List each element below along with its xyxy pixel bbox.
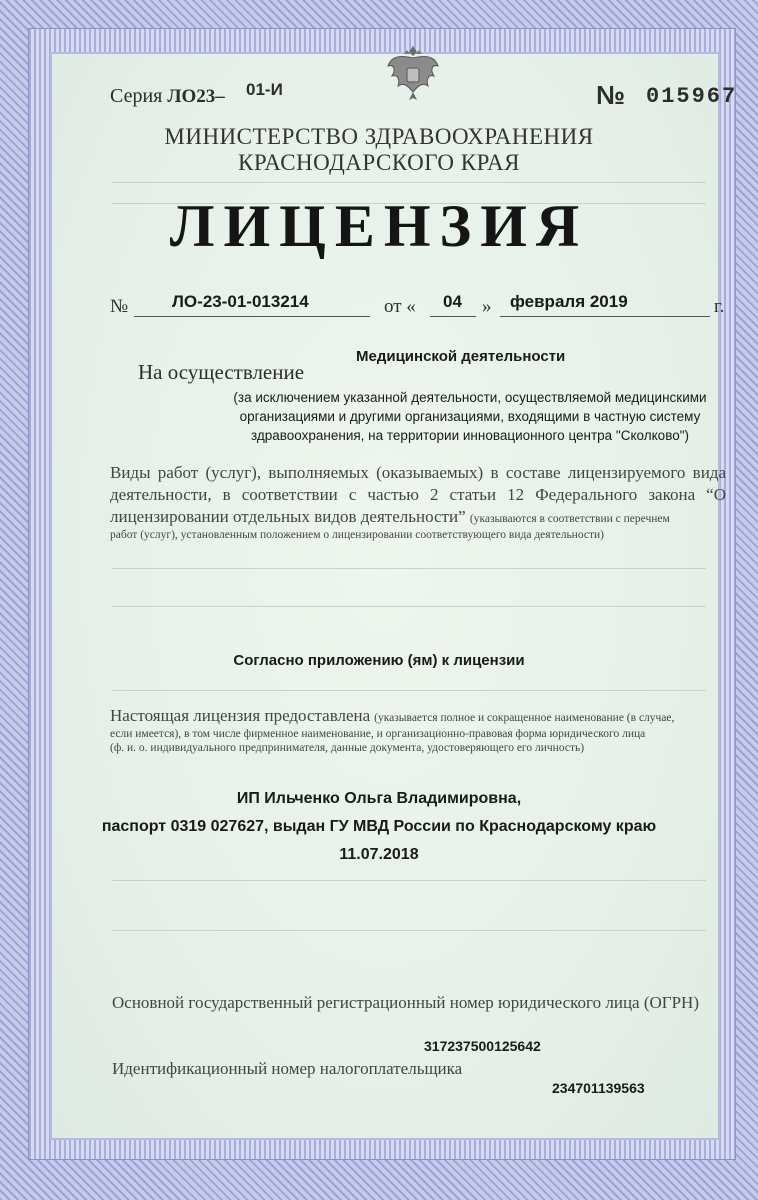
- licensee-note-1: (указывается полное и сокращенное наименование (в случае,: [374, 712, 675, 724]
- license-number-underline: [134, 316, 370, 317]
- activity-label: На осуществление: [138, 360, 305, 384]
- license-day: 04: [443, 292, 462, 311]
- licensee-passport: паспорт 0319 027627, выдан ГУ МВД России по Краснодарскому краю: [101, 818, 657, 835]
- date-quote-close: »: [482, 296, 492, 317]
- background-line: [112, 880, 706, 881]
- license-number-sign: №: [110, 296, 129, 317]
- ogrn-label: Основной государственный регистрационный номер юридического лица (ОГРН): [112, 993, 699, 1012]
- licensee-note-2: если имеется), в том числе фирменное наименование, и организационно-правовая форма юридического лица: [110, 728, 646, 740]
- licensee-section: [110, 705, 732, 755]
- licensee-note-3: (ф. и. о. индивидуального предпринимателя, данные документа, удостоверяющего его личность): [110, 742, 585, 754]
- works-line-1: Виды работ (услуг), выполняемых (оказываемых) в составе лицензируемого вида: [110, 463, 726, 482]
- series-label-row: [110, 85, 225, 108]
- works-description: [110, 462, 726, 542]
- licensee-name: ИП Ильченко Ольга Владимировна,: [236, 790, 522, 807]
- works-value: Согласно приложению (ям) к лицензии: [233, 652, 525, 669]
- month-underline: [500, 316, 710, 317]
- works-note-2: работ (услуг), установленным положением о лицензировании соответствующего вида деятельности): [110, 529, 604, 541]
- background-line: [112, 182, 706, 183]
- background-line: [112, 568, 706, 569]
- activity-name: Медицинской деятельности: [356, 348, 566, 365]
- activity-exclusion: [196, 388, 744, 445]
- exclusion-line-3: здравоохранения, на территории инновационного центра "Сколково"): [250, 428, 690, 443]
- license-number: ЛО-23-01-013214: [172, 292, 309, 311]
- year-suffix: г.: [714, 296, 725, 317]
- form-number: 015967: [646, 84, 738, 109]
- series-label: Серия: [110, 85, 163, 107]
- inn-value: 234701139563: [552, 1080, 645, 1096]
- series-number: 01-И: [246, 80, 283, 99]
- license-month-year: февраля 2019: [510, 292, 628, 311]
- exclusion-line-1: (за исключением указанной деятельности, осуществляемой медицинскими: [233, 390, 707, 405]
- background-line: [112, 606, 706, 607]
- works-line-3: [110, 506, 726, 528]
- ministry-line-1: МИНИСТЕРСТВО ЗДРАВООХРАНЕНИЯ: [164, 124, 594, 149]
- document-title: ЛИЦЕНЗИЯ: [169, 193, 589, 259]
- inn-label: Идентификационный номер налогоплательщика: [112, 1059, 463, 1078]
- series-code: ЛО23–: [167, 86, 225, 107]
- works-law-name: лицензировании отдельных видов деятельности”: [110, 507, 466, 526]
- licensee-label: Настоящая лицензия предоставлена: [110, 706, 371, 725]
- works-line-2: деятельности, в соответствии с частью 2 статьи 12 Федерального закона “О: [110, 485, 726, 504]
- licensee-line-1: [110, 705, 732, 727]
- ogrn-value: 317237500125642: [424, 1038, 541, 1054]
- coat-of-arms-icon: [384, 40, 442, 106]
- background-line: [112, 690, 706, 691]
- exclusion-line-2: организациями и другими организациями, входящими в частную систему: [239, 409, 701, 424]
- background-line: [112, 930, 706, 931]
- works-note-1: (указываются в соответствии с перечнем: [469, 513, 670, 525]
- ministry-line-2: КРАСНОДАРСКОГО КРАЯ: [238, 150, 520, 175]
- licensee-passport-date: 11.07.2018: [339, 846, 419, 863]
- date-from-label: от «: [384, 296, 416, 317]
- number-sign: №: [596, 80, 625, 110]
- day-underline: [430, 316, 476, 317]
